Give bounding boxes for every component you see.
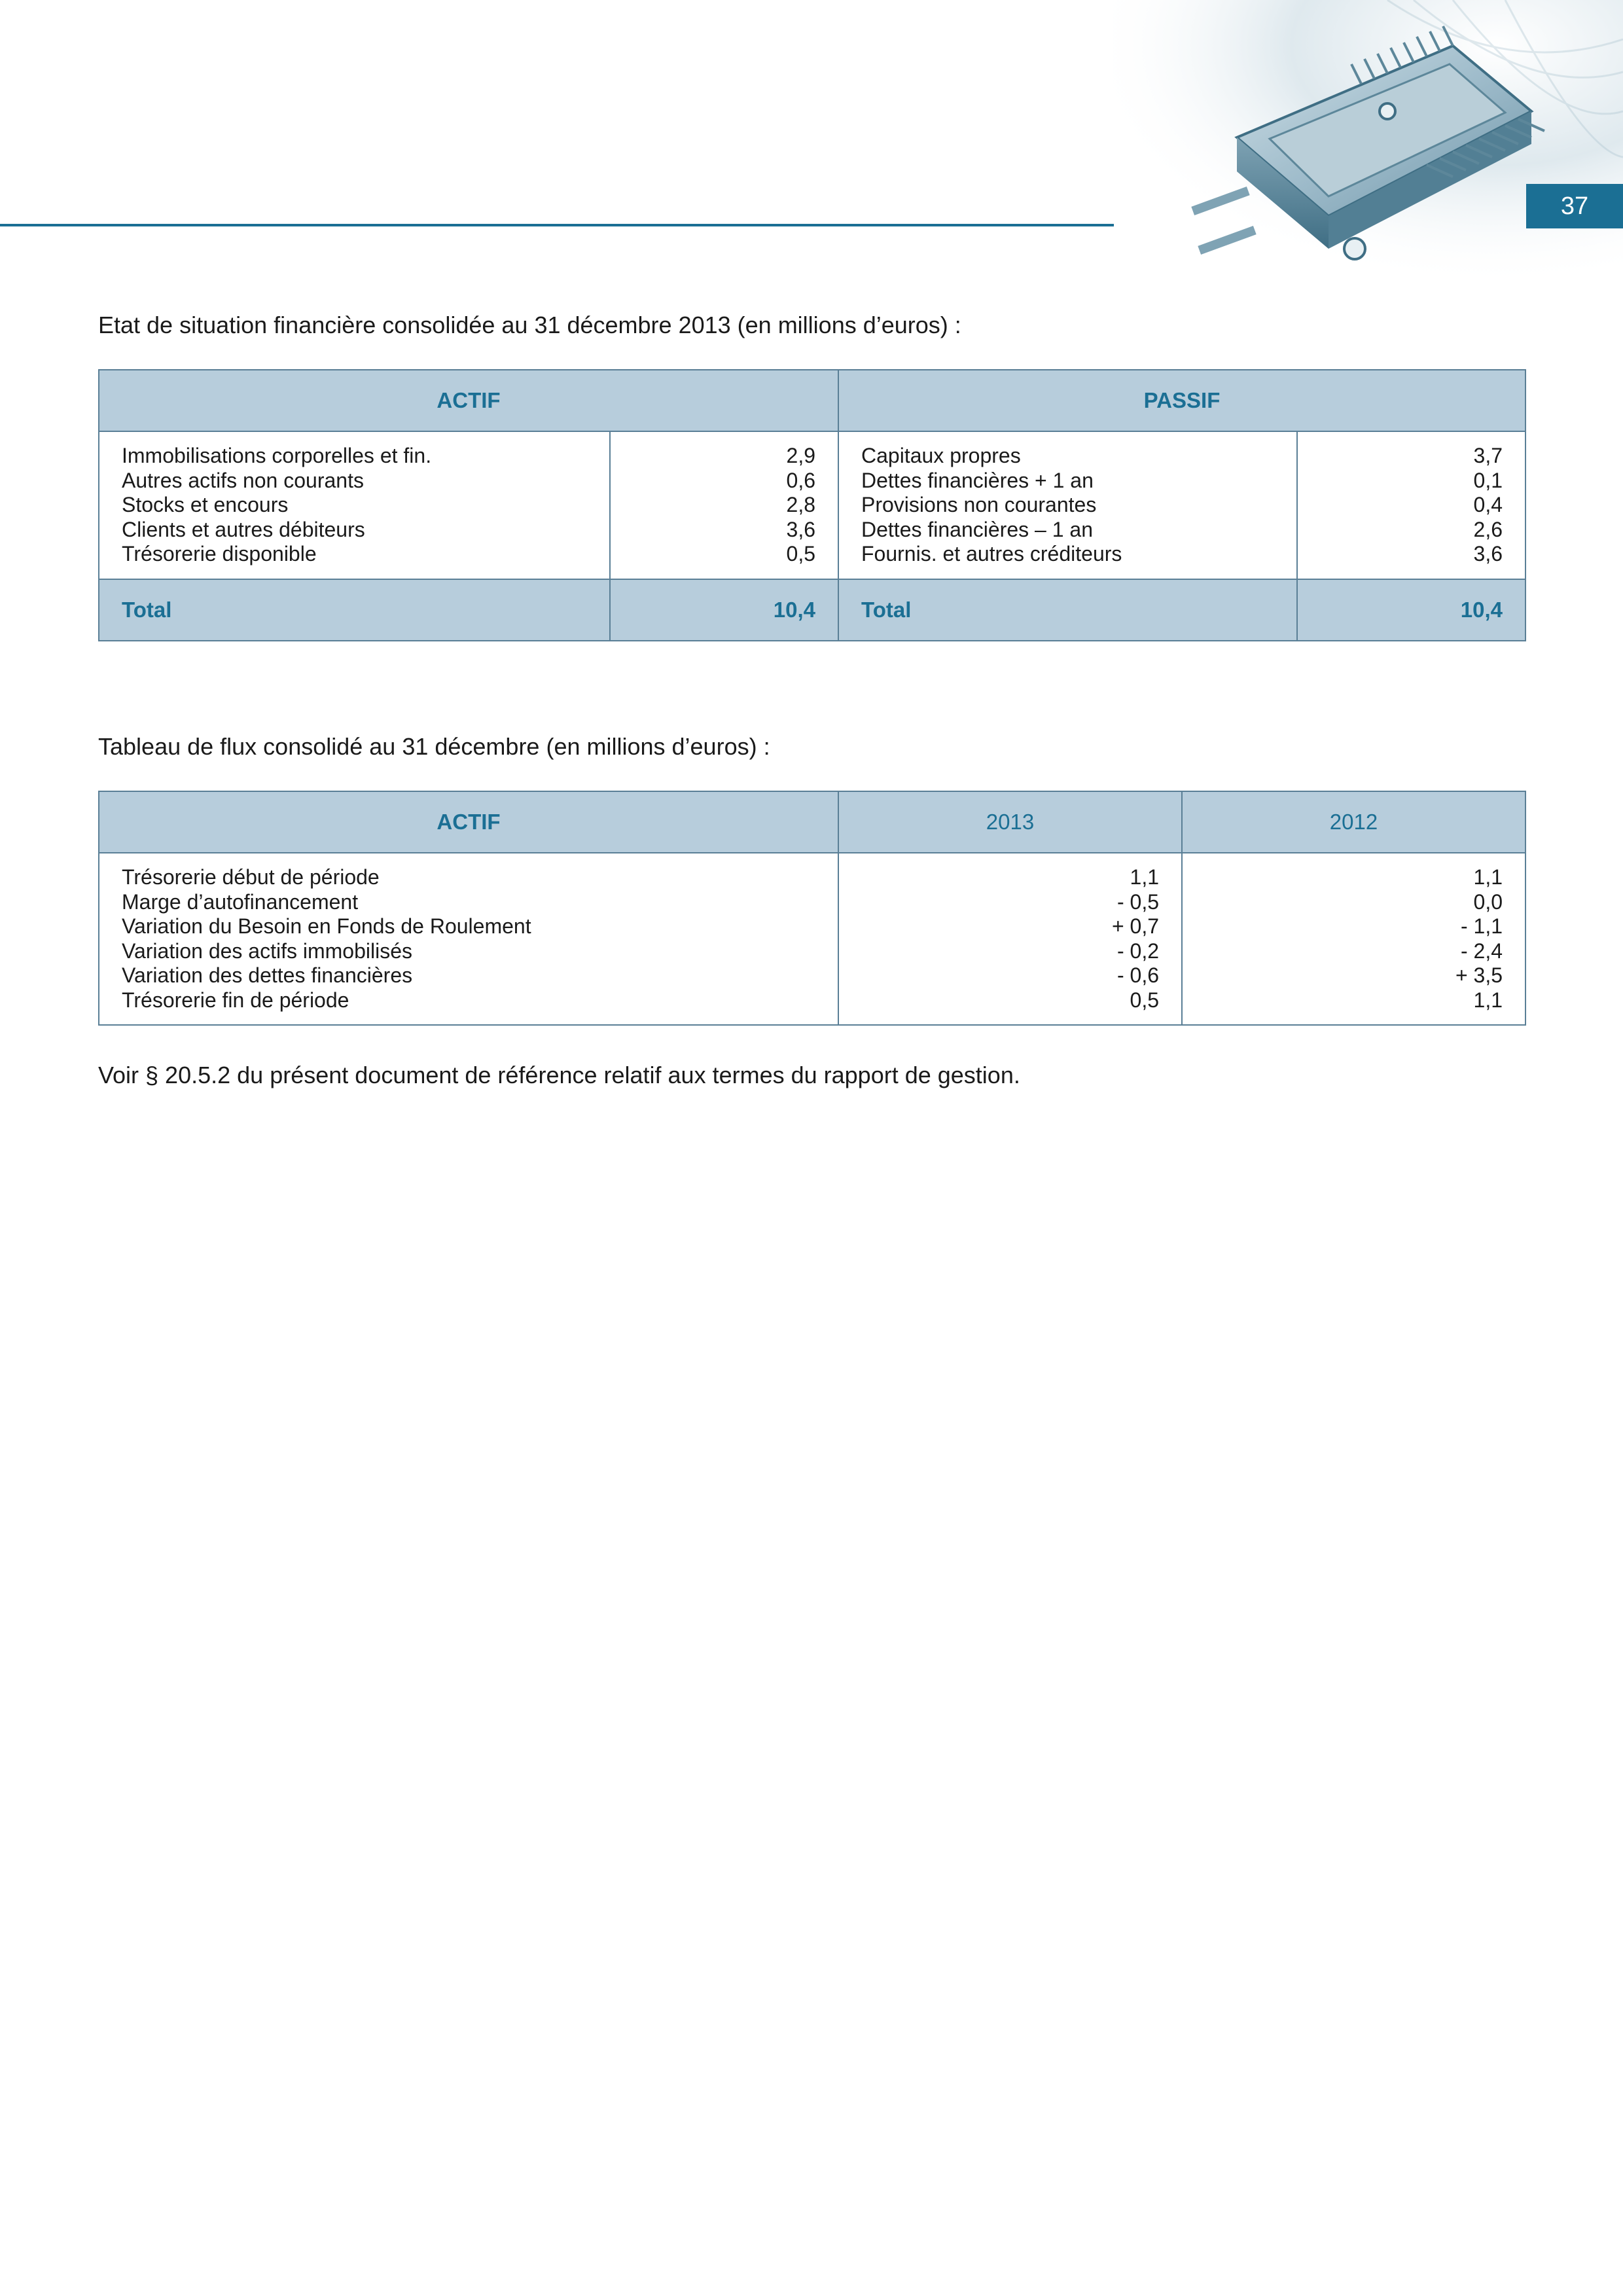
balance-sheet-caption: Etat de situation financière consolidée au 31 décembre 2013 (en millions d’euros) : (98, 312, 961, 338)
year-2013-header: 2013 (838, 791, 1182, 853)
cash-flow-label: Variation du Besoin en Fonds de Roulement (122, 914, 531, 938)
values-2013 (838, 853, 1182, 1025)
balance-body-row (99, 431, 1525, 579)
passif-header: PASSIF (838, 370, 1525, 431)
passif-value: 3,6 (1473, 542, 1503, 565)
value-2013: - 0,2 (1116, 939, 1159, 963)
cash-flow-caption: Tableau de flux consolidé au 31 décembre (en millions d’euros) : (98, 733, 770, 760)
passif-total-label: Total (838, 579, 1297, 641)
actif-label: Clients et autres débiteurs (122, 517, 365, 541)
passif-label: Dettes financières – 1 an (861, 517, 1093, 541)
actif-value: 3,6 (786, 517, 815, 541)
circuit-module-illustration (1113, 0, 1623, 301)
passif-value: 0,4 (1473, 493, 1503, 516)
passif-label: Dettes financières + 1 an (861, 468, 1094, 492)
values-2012 (1182, 853, 1525, 1025)
passif-values (1297, 431, 1525, 579)
value-2013: 1,1 (1130, 865, 1159, 889)
value-2012: + 3,5 (1455, 963, 1503, 987)
cash-flow-label-header: ACTIF (99, 791, 838, 853)
cash-flow-labels (99, 853, 838, 1025)
actif-header: ACTIF (99, 370, 838, 431)
actif-labels (99, 431, 610, 579)
value-2012: - 2,4 (1460, 939, 1503, 963)
value-2013: - 0,6 (1116, 963, 1159, 987)
cash-flow-table (98, 791, 1526, 1026)
passif-value: 0,1 (1473, 468, 1503, 492)
value-2013: - 0,5 (1116, 889, 1159, 914)
actif-label: Trésorerie disponible (122, 542, 317, 565)
actif-total-label: Total (99, 579, 610, 641)
cash-flow-label: Trésorerie fin de période (122, 988, 349, 1012)
actif-label: Autres actifs non courants (122, 468, 364, 492)
value-2012: 0,0 (1473, 889, 1503, 914)
cash-flow-label: Trésorerie début de période (122, 865, 380, 889)
balance-total-row (99, 579, 1525, 641)
passif-label: Capitaux propres (861, 444, 1021, 467)
page-number: 37 (1526, 184, 1623, 228)
passif-label: Fournis. et autres créditeurs (861, 542, 1122, 565)
cash-flow-label: Variation des actifs immobilisés (122, 939, 413, 963)
passif-value: 3,7 (1473, 444, 1503, 467)
cash-flow-header-row (99, 791, 1525, 853)
value-2013: + 0,7 (1111, 914, 1159, 938)
balance-header-row (99, 370, 1525, 431)
balance-sheet-table (98, 369, 1526, 641)
footer-note: Voir § 20.5.2 du présent document de référence relatif aux termes du rapport de gestion. (98, 1062, 1020, 1088)
value-2012: 1,1 (1473, 865, 1503, 889)
value-2012: 1,1 (1473, 988, 1503, 1012)
actif-label: Stocks et encours (122, 493, 289, 516)
cash-flow-label: Variation des dettes financières (122, 963, 413, 987)
actif-values (610, 431, 838, 579)
cash-flow-body-row (99, 853, 1525, 1025)
actif-value: 2,9 (786, 444, 815, 467)
passif-total-value: 10,4 (1297, 579, 1525, 641)
year-2012-header: 2012 (1182, 791, 1525, 853)
actif-value: 0,5 (786, 542, 815, 565)
header-rule (0, 224, 1114, 226)
value-2012: - 1,1 (1460, 914, 1503, 938)
actif-total-value: 10,4 (610, 579, 838, 641)
cash-flow-label: Marge d’autofinancement (122, 889, 359, 914)
value-2013: 0,5 (1130, 988, 1159, 1012)
passif-labels (838, 431, 1297, 579)
passif-label: Provisions non courantes (861, 493, 1097, 516)
actif-value: 2,8 (786, 493, 815, 516)
actif-label: Immobilisations corporelles et fin. (122, 444, 432, 467)
passif-value: 2,6 (1473, 517, 1503, 541)
actif-value: 0,6 (786, 468, 815, 492)
